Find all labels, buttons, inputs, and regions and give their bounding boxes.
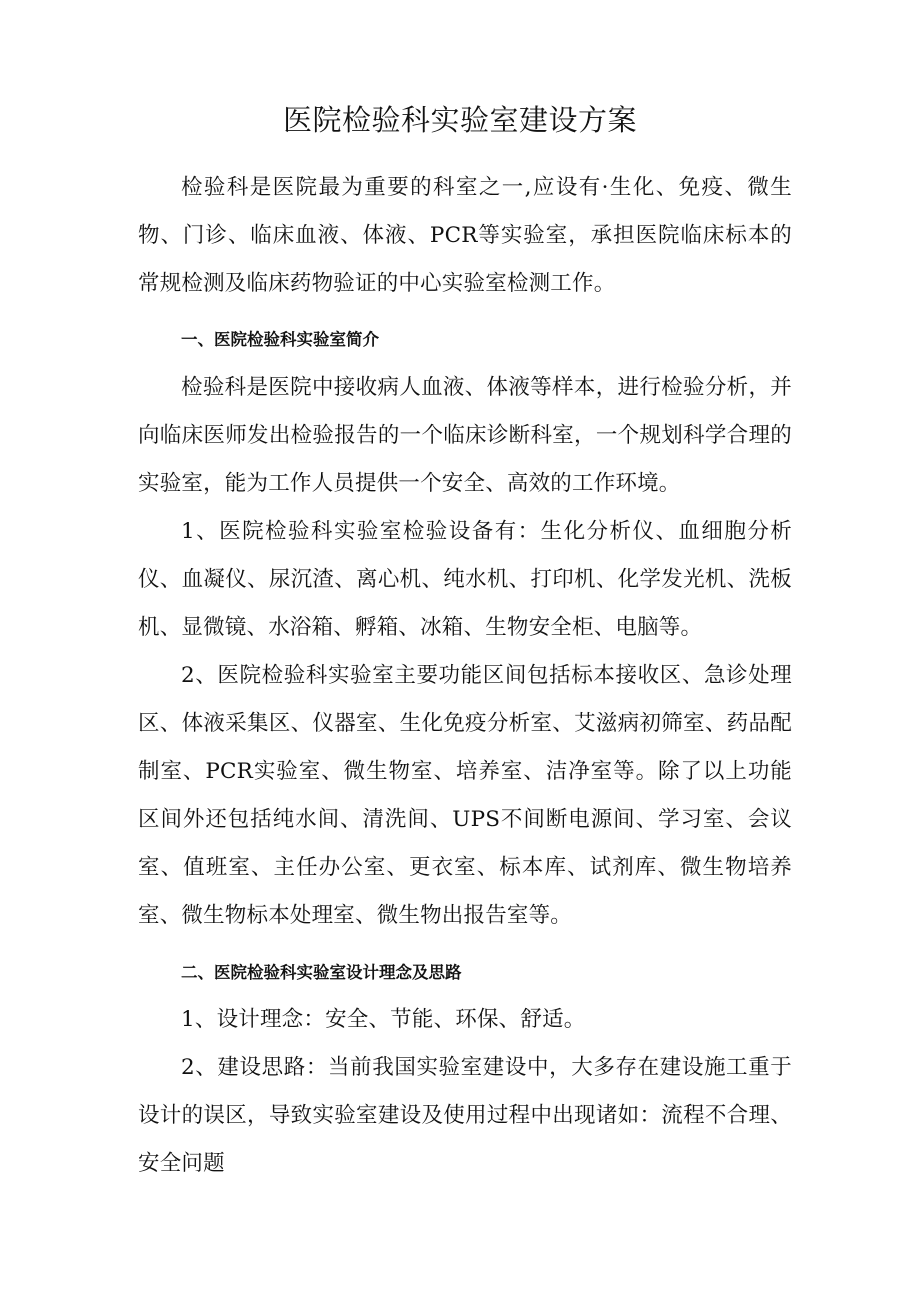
- section1-functional-areas-item: 2、医院检验科实验室主要功能区间包括标本接收区、急诊处理区、体液采集区、仪器室、生化免疫分析室、艾滋病初筛室、药品配制室、PCR实验室、微生物室、培养室、洁净室等。除了以上功能区间外还包括纯水间、清洗间、UPS不间断电源间、学习室、会议室、值班室、主任办公室、更衣室、标本库、试剂库、微生物培养室、微生物标本处理室、微生物出报告室等。: [138, 663, 792, 928]
- section1-paragraph: 检验科是医院中接收病人血液、体液等样本，进行检验分析，并向临床医师发出检验报告的一个临床诊断科室，一个规划科学合理的实验室，能为工作人员提供一个安全、高效的工作环境。: [138, 375, 792, 496]
- section1-equipment-item: 1、医院检验科实验室检验设备有：生化分析仪、血细胞分析仪、血凝仪、尿沉渣、离心机、纯水机、打印机、化学发光机、洗板机、显微镜、水浴箱、孵箱、冰箱、生物安全柜、电脑等。: [138, 519, 792, 640]
- section-heading-introduction: 一、医院检验科实验室简介: [181, 330, 379, 349]
- section-heading-design-concept: 二、医院检验科实验室设计理念及思路: [181, 963, 462, 982]
- document-title: 医院检验科实验室建设方案: [282, 103, 637, 137]
- intro-paragraph: 检验科是医院最为重要的科室之一,应设有·生化、免疫、微生物、门诊、临床血液、体液、PCR等实验室，承担医院临床标本的常规检测及临床药物验证的中心实验室检测工作。: [138, 175, 792, 296]
- section2-construction-approach-item: 2、建设思路：当前我国实验室建设中，大多存在建设施工重于设计的误区，导致实验室建设及使用过程中出现诸如：流程不合理、安全问题: [138, 1055, 792, 1176]
- section2-design-concept-item: 1、设计理念：安全、节能、环保、舒适。: [181, 1007, 586, 1032]
